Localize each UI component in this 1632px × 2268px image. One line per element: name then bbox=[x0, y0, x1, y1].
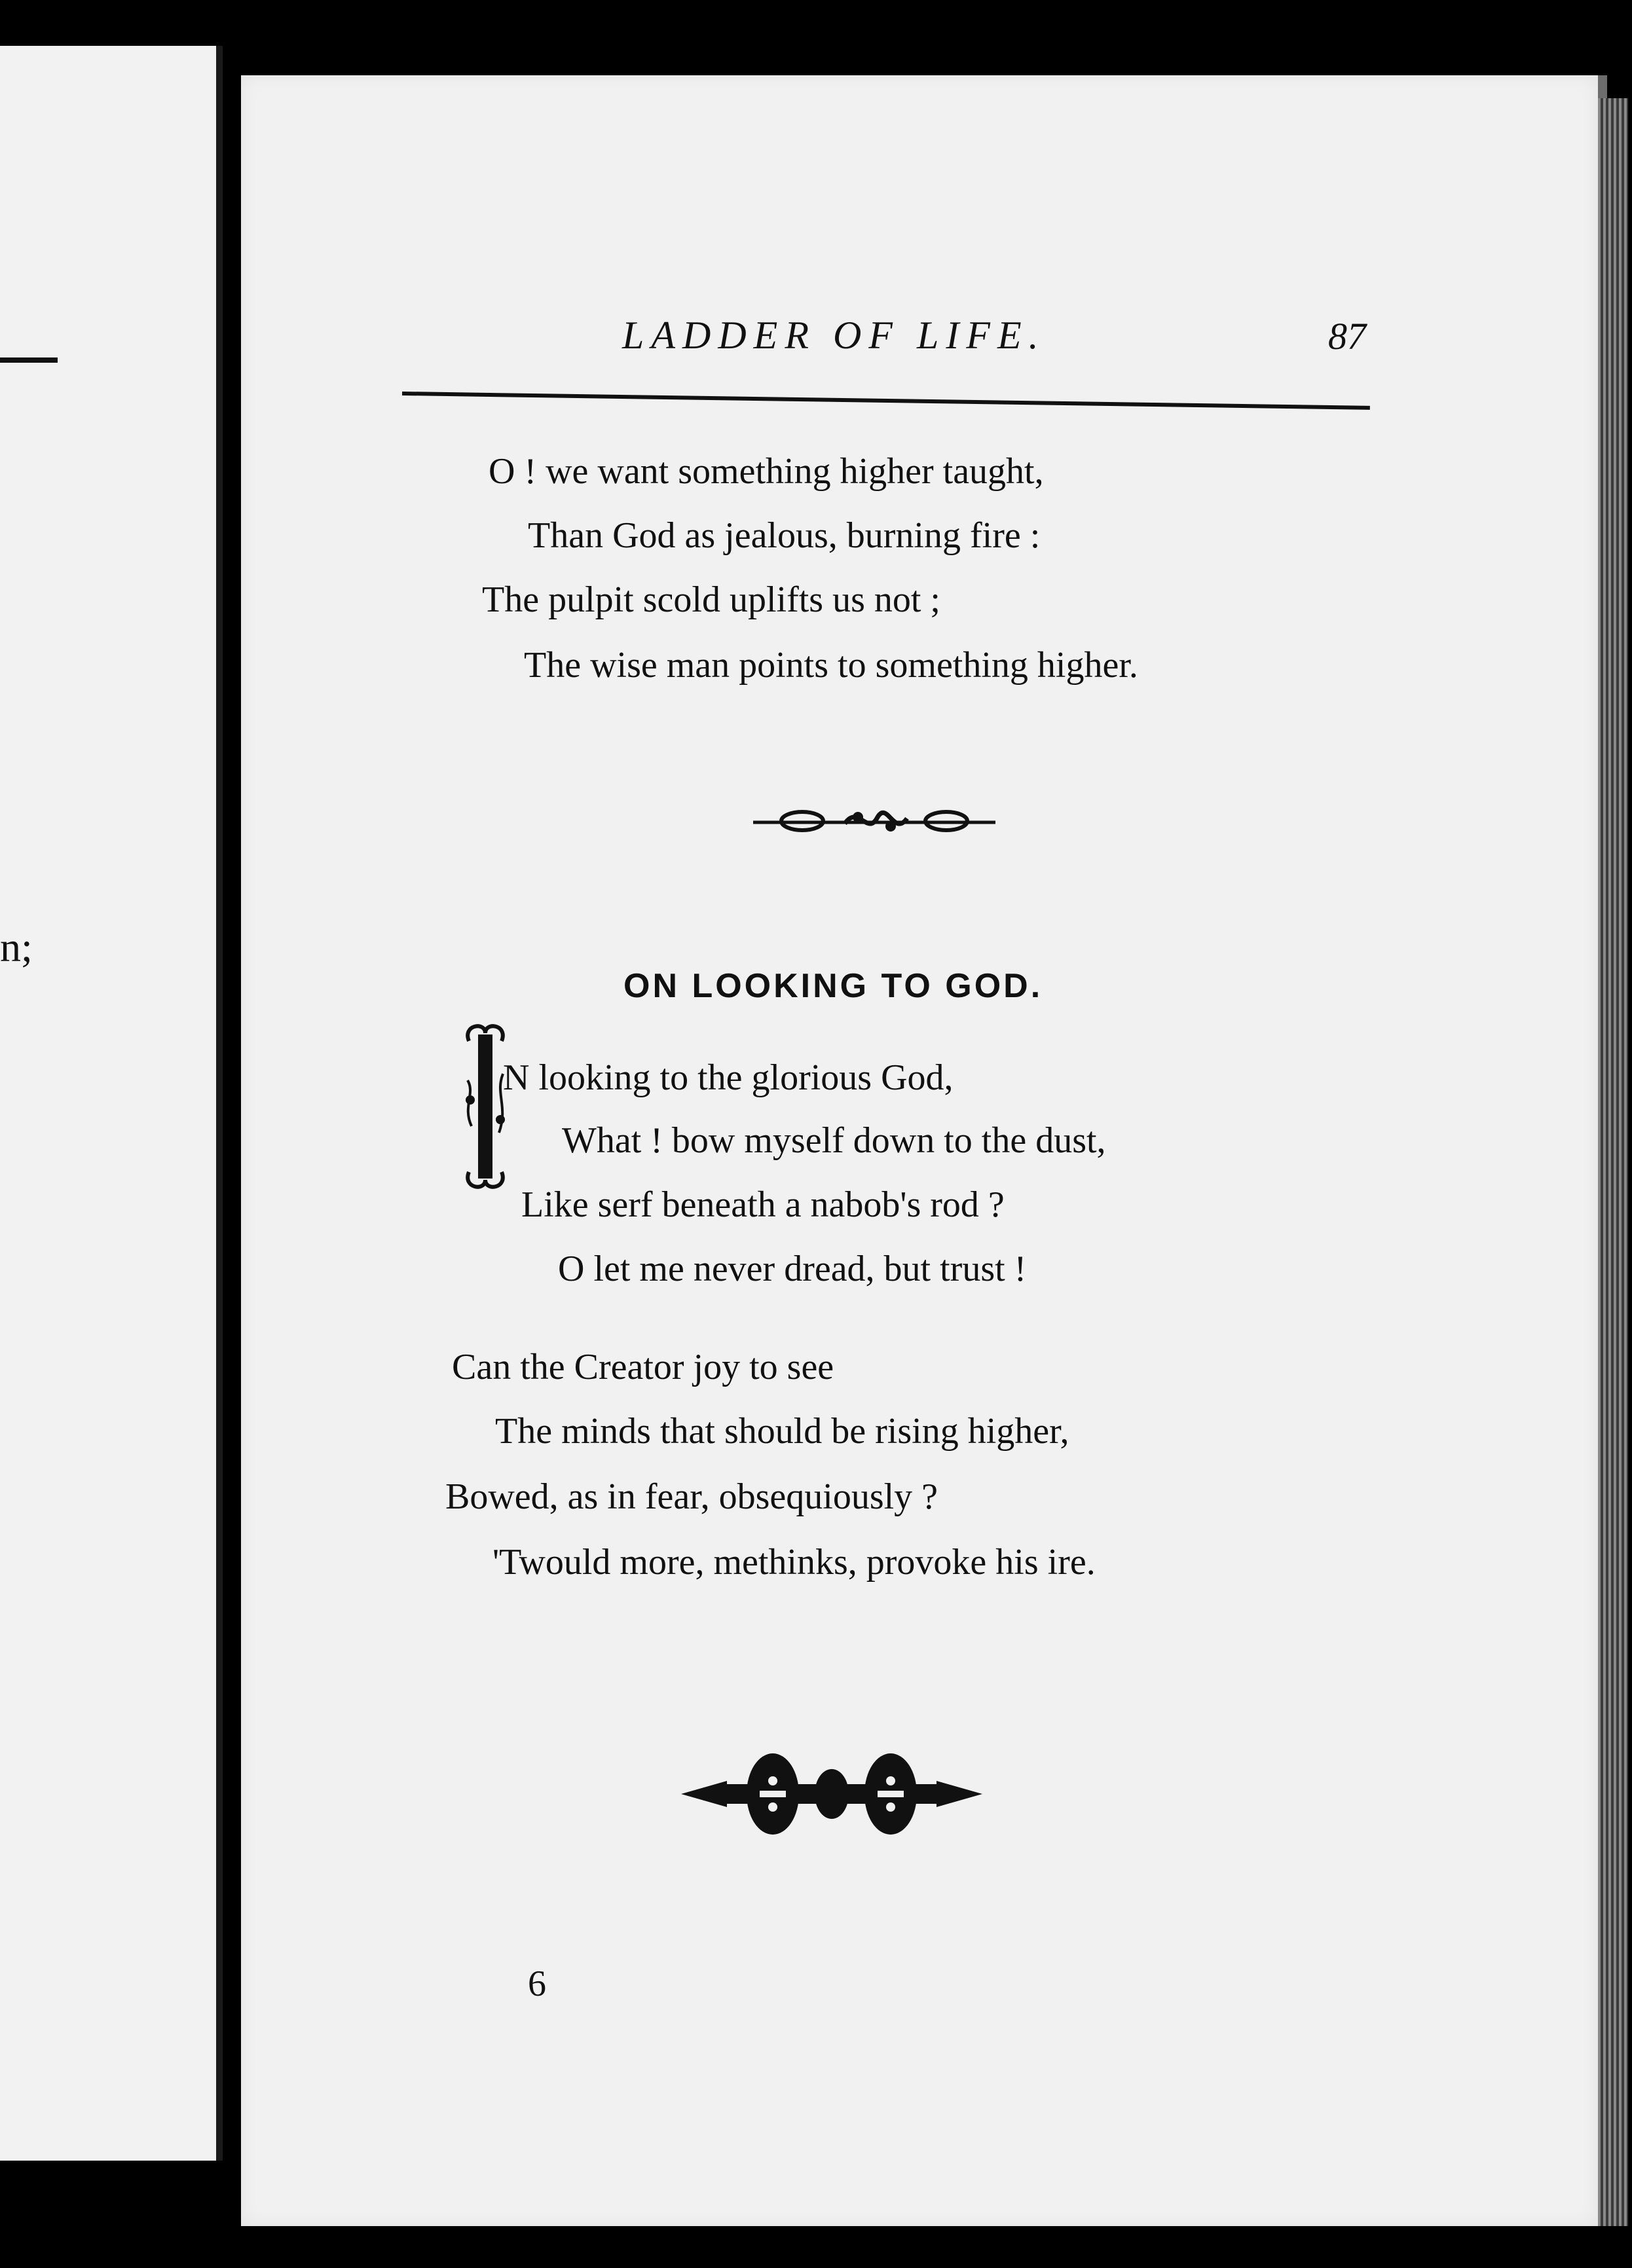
stanza-1-line-2: Than God as jealous, burning fire : bbox=[528, 515, 1041, 556]
stanza-2-line-4: O let me never dread, but trust ! bbox=[558, 1249, 1027, 1289]
left-page-rule bbox=[0, 357, 58, 363]
tailpiece-ornament-icon bbox=[681, 1745, 982, 1843]
section-title: ON LOOKING TO GOD. bbox=[623, 967, 1043, 1005]
stanza-3-line-4: 'Twould more, methinks, provoke his ire. bbox=[492, 1542, 1096, 1582]
stanza-3-line-1: Can the Creator joy to see bbox=[452, 1347, 834, 1387]
stanza-1-line-3: The pulpit scold uplifts us not ; bbox=[482, 579, 940, 620]
page-edge bbox=[1598, 98, 1628, 2226]
drop-cap-i-icon bbox=[462, 1021, 508, 1192]
stanza-2-line-3: Like serf beneath a nabob's rod ? bbox=[521, 1184, 1005, 1225]
stanza-3-line-2: The minds that should be rising higher, bbox=[495, 1411, 1069, 1452]
stanza-3-line-3: Bowed, as in fear, obsequiously ? bbox=[445, 1476, 938, 1517]
ornament-divider-icon bbox=[753, 797, 995, 843]
stanza-1-line-1: O ! we want something higher taught, bbox=[489, 451, 1044, 492]
stanza-1-line-4: The wise man points to something higher. bbox=[524, 645, 1138, 686]
left-page bbox=[0, 46, 223, 2161]
stanza-2-line-2: What ! bow myself down to the dust, bbox=[562, 1120, 1106, 1161]
running-head: LADDER OF LIFE. bbox=[622, 314, 1046, 357]
page-number: 87 bbox=[1328, 315, 1366, 357]
stanza-2-line-1: N looking to the glorious God, bbox=[503, 1057, 954, 1098]
left-page-fragment: n; bbox=[0, 924, 33, 970]
signature-mark: 6 bbox=[528, 1964, 546, 2004]
